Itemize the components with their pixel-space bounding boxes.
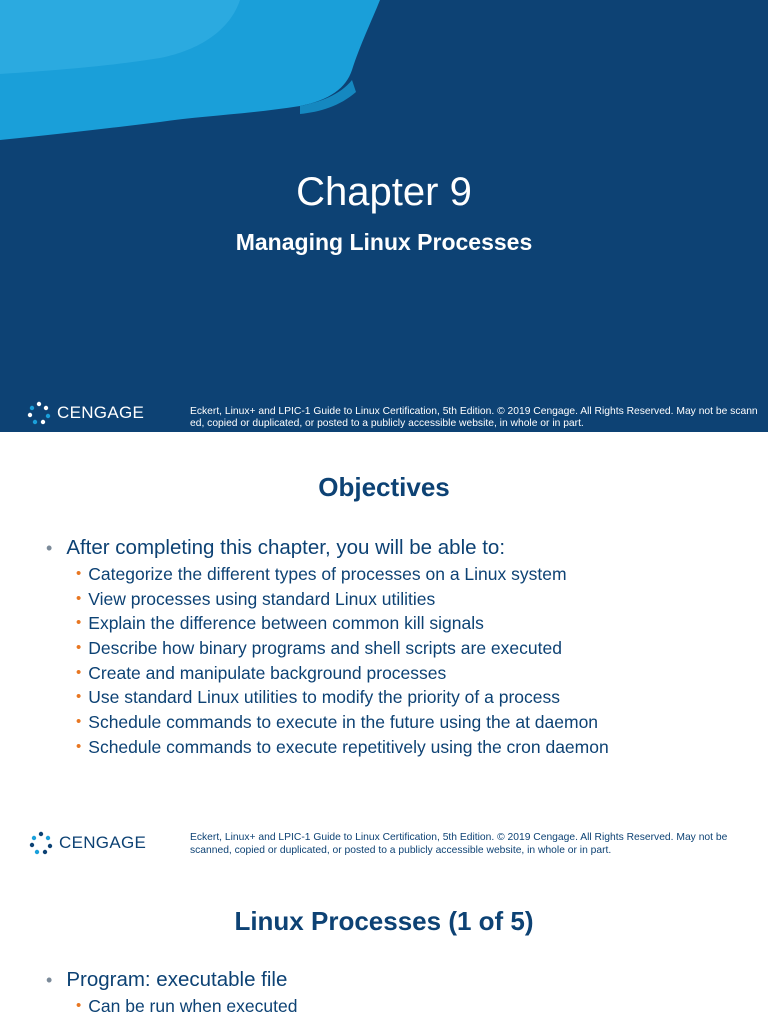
orange-bullet-icon: •: [76, 737, 82, 755]
slide-title: Linux Processes (1 of 5): [234, 906, 534, 936]
bullet-lead: [46, 536, 505, 560]
chapter-subtitle: Managing Linux Processes: [235, 229, 533, 255]
orange-bullet-icon: •: [76, 589, 82, 607]
orange-bullet-icon: •: [76, 565, 82, 582]
orange-bullet-icon: •: [76, 997, 82, 1014]
list-item: • View processes using standard Linux utilities: [76, 587, 609, 612]
list-item: • Create and manipulate background processes: [76, 661, 609, 686]
list-item: • Explain the difference between common kill signals: [76, 611, 609, 636]
bullet-lead-text: Program: executable file: [66, 968, 288, 991]
process-list: [76, 994, 297, 1019]
list-item: • Schedule commands to execute in the future using the at daemon: [76, 710, 609, 735]
orange-bullet-icon: •: [76, 688, 82, 706]
title-slide: [0, 0, 768, 432]
copyright-notice: Eckert, Linux+ and LPIC-1 Guide to Linux Certification, 5th Edition. © 2019 Cengage. All Rights Reserved. May not be scanned, copied or duplicated, or posted to a publicly accessible website, in whole or in part.: [190, 406, 758, 429]
orange-bullet-icon: •: [76, 713, 82, 731]
bullet-dot-icon: •: [46, 970, 53, 990]
objectives-list: [76, 562, 609, 760]
copyright-notice: Eckert, Linux+ and LPIC-1 Guide to Linux Certification, 5th Edition. © 2019 Cengage. All Rights Reserved. May not be scanned, copied or duplicated, or posted to a publicly accessible website, in whole or in part.: [190, 832, 728, 856]
bullet-lead: [46, 968, 287, 992]
list-item: • Use standard Linux utilities to modify the priority of a process: [76, 685, 609, 710]
linux-processes-slide: [0, 864, 768, 1024]
cengage-logo: [29, 831, 146, 855]
orange-bullet-icon: •: [76, 614, 82, 632]
slide-footer: [0, 830, 768, 862]
objectives-slide: [0, 432, 768, 864]
list-item: • Categorize the different types of processes on a Linux system: [76, 562, 609, 587]
orange-bullet-icon: •: [76, 639, 82, 657]
list-item: • Schedule commands to execute repetitively using the cron daemon: [76, 735, 609, 760]
cengage-logo: [27, 401, 144, 425]
list-item: • Can be run when executed: [76, 994, 297, 1019]
logo-text: CENGAGE: [59, 833, 147, 852]
slide-title: Objectives: [318, 472, 450, 502]
cengage-burst-icon: [27, 401, 51, 425]
orange-bullet-icon: •: [76, 663, 82, 681]
chapter-title: Chapter 9: [296, 170, 472, 214]
logo-text: CENGAGE: [57, 403, 145, 422]
bullet-lead-text: After completing this chapter, you will be able to:: [66, 536, 506, 559]
list-item: • Describe how binary programs and shell scripts are executed: [76, 636, 609, 661]
bullet-dot-icon: •: [46, 538, 53, 558]
slide-footer: [0, 400, 768, 432]
cengage-burst-icon: [29, 831, 53, 855]
cyan-brush-splash: [0, 0, 768, 180]
